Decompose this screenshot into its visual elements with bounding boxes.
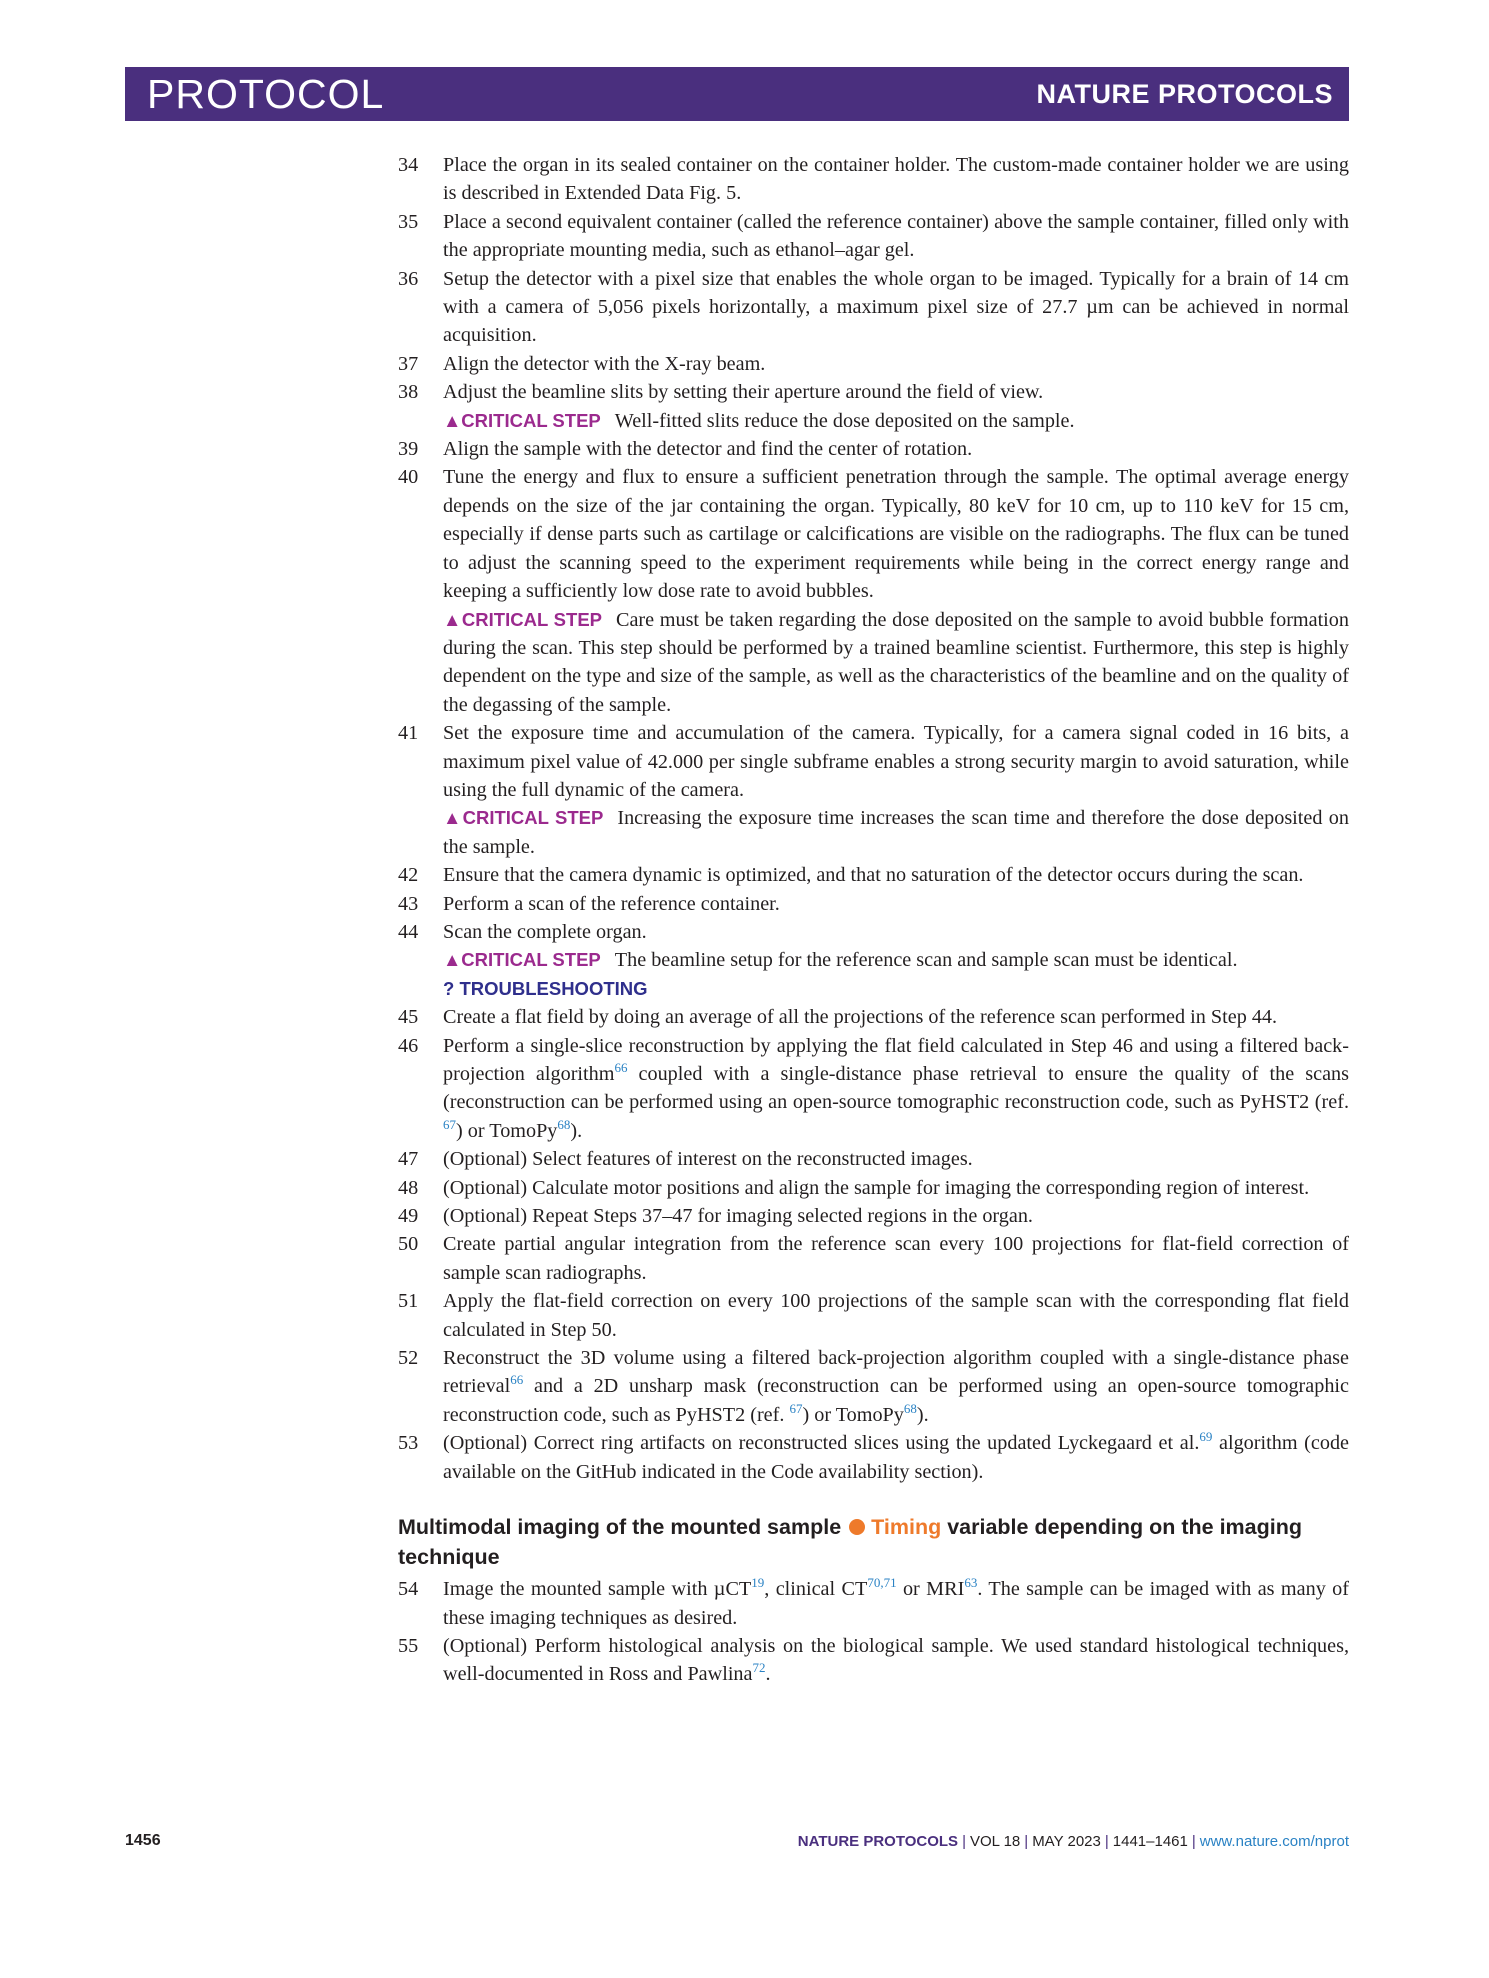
step-number: 39	[398, 438, 419, 461]
step-41	[398, 719, 1349, 861]
step-text: Adjust the beamline slits by setting their aperture around the field of view.	[443, 381, 1044, 404]
critical-step-note	[443, 946, 1349, 974]
step-46	[398, 1032, 1349, 1146]
step-43	[398, 890, 1349, 918]
step-36	[398, 265, 1349, 350]
step-text: (Optional) Calculate motor positions and align the sample for imaging the corresponding region of interest.	[443, 1176, 1310, 1199]
critical-step-text: Care must be taken regarding the dose deposited on the sample to avoid bubble formation during the scan. This step should be performed by a trained beamline scientist. Furthermore, this step is highly dependent on the type and size of the sample, as well as the characteristics of the beamline and on the quality of the degassing of the sample.	[443, 608, 1349, 716]
step-number: 41	[398, 722, 419, 745]
step-49	[398, 1202, 1349, 1230]
step-48	[398, 1174, 1349, 1202]
timing-dot-icon	[849, 1519, 865, 1535]
reference-link[interactable]: 63	[964, 1575, 978, 1591]
step-number: 50	[398, 1233, 419, 1256]
step-number: 48	[398, 1176, 419, 1199]
step-number: 45	[398, 1006, 419, 1029]
step-text: Image the mounted sample with µCT$^{19}$, clinical CT$^{70,71}$ or MRI$^{63}$. The sample can be imaged with as many of these imaging techniques as desired.	[443, 1575, 1349, 1629]
critical-step-label: ▲CRITICAL STEP	[443, 409, 601, 431]
step-text: Scan the complete organ.	[443, 920, 647, 943]
reference-link[interactable]: 66	[510, 1372, 524, 1388]
section-label: PROTOCOL	[147, 70, 385, 117]
step-number: 52	[398, 1347, 419, 1370]
footer-journal: NATURE PROTOCOLS	[797, 1833, 959, 1850]
reference-link[interactable]: 69	[1199, 1429, 1213, 1445]
timing-label: Timing	[871, 1515, 942, 1540]
critical-step-text: Well-fitted slits reduce the dose deposited on the sample.	[614, 409, 1075, 432]
step-text: Setup the detector with a pixel size that enables the whole organ to be imaged. Typically for a brain of 14 cm with a camera of 5,056 pixels horizontally, a maximum pixel size of 27.7 µm can be achieved in normal acquisition.	[443, 267, 1349, 347]
step-text: Ensure that the camera dynamic is optimized, and that no saturation of the detector occurs during the scan.	[443, 864, 1304, 887]
reference-link[interactable]: 67	[443, 1116, 456, 1132]
step-number: 43	[398, 892, 419, 915]
critical-step-text: Increasing the exposure time increases the scan time and therefore the dose deposited on the sample.	[443, 807, 1349, 858]
header-bar	[125, 67, 1349, 121]
step-text: Perform a scan of the reference container.	[443, 892, 780, 915]
footer-volume: VOL 18	[969, 1833, 1021, 1850]
critical-step-label: ▲CRITICAL STEP	[443, 807, 604, 829]
step-number: 47	[398, 1148, 419, 1171]
step-54	[398, 1575, 1349, 1632]
step-text: (Optional) Select features of interest on the reconstructed images.	[443, 1148, 973, 1171]
step-number: 55	[398, 1634, 419, 1657]
step-47	[398, 1145, 1349, 1173]
step-number: 49	[398, 1205, 419, 1228]
step-55	[398, 1632, 1349, 1689]
page-number: 1456	[125, 1832, 161, 1849]
step-number: 36	[398, 267, 419, 290]
critical-step-label: ▲CRITICAL STEP	[443, 949, 601, 971]
reference-link[interactable]: 68	[903, 1400, 917, 1416]
step-text: Apply the flat-field correction on every 100 projections of the sample scan with the corresponding flat field calculated in Step 50.	[443, 1290, 1349, 1341]
step-45	[398, 1003, 1349, 1031]
step-44	[398, 918, 1349, 1003]
footer-url-link[interactable]: www.nature.com/nprot	[1199, 1833, 1349, 1850]
critical-step-note	[443, 606, 1349, 720]
step-number: 46	[398, 1034, 419, 1057]
step-text: Align the sample with the detector and find the center of rotation.	[443, 438, 973, 461]
step-text: (Optional) Perform histological analysis on the biological sample. We used standard histological techniques, well-documented in Ross and Pawlina$^{72}$.	[443, 1634, 1349, 1686]
critical-step-note	[443, 407, 1349, 435]
reference-link[interactable]: 67	[789, 1400, 803, 1416]
step-35	[398, 208, 1349, 265]
step-number: 38	[398, 381, 419, 404]
step-text: Tune the energy and flux to ensure a sufficient penetration through the sample. The optimal average energy depends on the size of the jar containing the organ. Typically, 80 keV for 10 cm, up to 110 keV for 15 cm, especially if dense parts such as cartilage or calcifications are visible on the radiographs. The flux can be tuned to adjust the scanning speed to the experiment requirements while being in the correct energy range and keeping a sufficiently low dose rate to avoid bubbles.	[443, 466, 1349, 603]
reference-link[interactable]: 72	[752, 1660, 766, 1676]
step-42	[398, 861, 1349, 889]
reference-link[interactable]: 19	[751, 1575, 765, 1591]
footer-pages: 1441–1461	[1112, 1833, 1188, 1850]
troubleshooting-label: ? TROUBLESHOOTING	[443, 977, 648, 999]
section-heading	[398, 1512, 1349, 1572]
step-38	[398, 378, 1349, 435]
step-number: 42	[398, 864, 419, 887]
footer-date: MAY 2023	[1032, 1833, 1101, 1850]
journal-name: NATURE PROTOCOLS	[1036, 78, 1333, 109]
step-number: 34	[398, 154, 419, 176]
step-text: Place the organ in its sealed container on the container holder. The custom-made container holder we are using is described in Extended Data Fig. 5.	[443, 154, 1349, 205]
reference-link[interactable]: 70,71	[867, 1575, 897, 1591]
step-number: 40	[398, 466, 419, 489]
step-number: 37	[398, 352, 419, 375]
step-number: 54	[398, 1578, 419, 1601]
step-51	[398, 1287, 1349, 1344]
footer-citation: NATURE PROTOCOLS | VOL 18 | MAY 2023 | 1441–1461 | www.nature.com/nprot	[797, 1833, 1349, 1850]
step-text: (Optional) Repeat Steps 37–47 for imaging selected regions in the organ.	[443, 1205, 1033, 1228]
reference-link[interactable]: 68	[557, 1116, 571, 1132]
critical-step-label: ▲CRITICAL STEP	[443, 608, 602, 630]
step-52	[398, 1344, 1349, 1429]
step-40	[398, 463, 1349, 719]
step-number: 35	[398, 210, 419, 233]
main-content	[398, 151, 1349, 1689]
step-39	[398, 435, 1349, 463]
step-37	[398, 350, 1349, 378]
critical-step-note	[443, 804, 1349, 861]
step-text: Place a second equivalent container (called the reference container) above the sample container, filled only with the appropriate mounting media, such as ethanol–agar gel.	[443, 210, 1349, 262]
section-title: Multimodal imaging of the mounted sample	[398, 1515, 842, 1540]
step-53	[398, 1429, 1349, 1486]
step-number: 53	[398, 1432, 419, 1455]
step-34	[398, 151, 1349, 208]
step-50	[398, 1230, 1349, 1287]
step-number: 51	[398, 1290, 419, 1313]
timing-text: variable depending on the imaging technique	[398, 1515, 1302, 1570]
step-text: Create partial angular integration from the reference scan every 100 projections for flat-field correction of sample scan radiographs.	[443, 1233, 1349, 1284]
step-text: Align the detector with the X-ray beam.	[443, 352, 766, 375]
reference-link[interactable]: 66	[614, 1060, 628, 1075]
step-number: 44	[398, 920, 419, 943]
step-text: (Optional) Correct ring artifacts on reconstructed slices using the updated Lyckegaard et al.$^{69}$ algorithm (code available on the GitHub indicated in the Code availability section).	[443, 1429, 1349, 1483]
critical-step-text: The beamline setup for the reference scan and sample scan must be identical.	[614, 949, 1238, 972]
step-text: Create a flat field by doing an average of all the projections of the reference scan performed in Step 44.	[443, 1006, 1278, 1029]
step-text: Perform a single-slice reconstruction by applying the flat field calculated in Step 46 and using a filtered back-projection algorithm$^{66}$ coupled with a single-distance phase retrieval to ensure the quality of the scans (reconstruction can be performed using an open-source tomographic reconstruction code, such as PyHST2 (ref. $^{67}$) or TomoPy$^{68}$).	[443, 1034, 1350, 1142]
step-text: Reconstruct the 3D volume using a filtered back-projection algorithm coupled with a single-distance phase retrieval$^{66}$ and a 2D unsharp mask (reconstruction can be performed using an open-source tomographic reconstruction code, such as PyHST2 (ref. $^{67}$) or TomoPy$^{68}$).	[443, 1347, 1349, 1426]
step-text: Set the exposure time and accumulation of the camera. Typically, for a camera signal coded in 16 bits, a maximum pixel value of 42.000 per single subframe enables a strong security margin to avoid saturation, while using the full dynamic of the camera.	[443, 722, 1349, 801]
